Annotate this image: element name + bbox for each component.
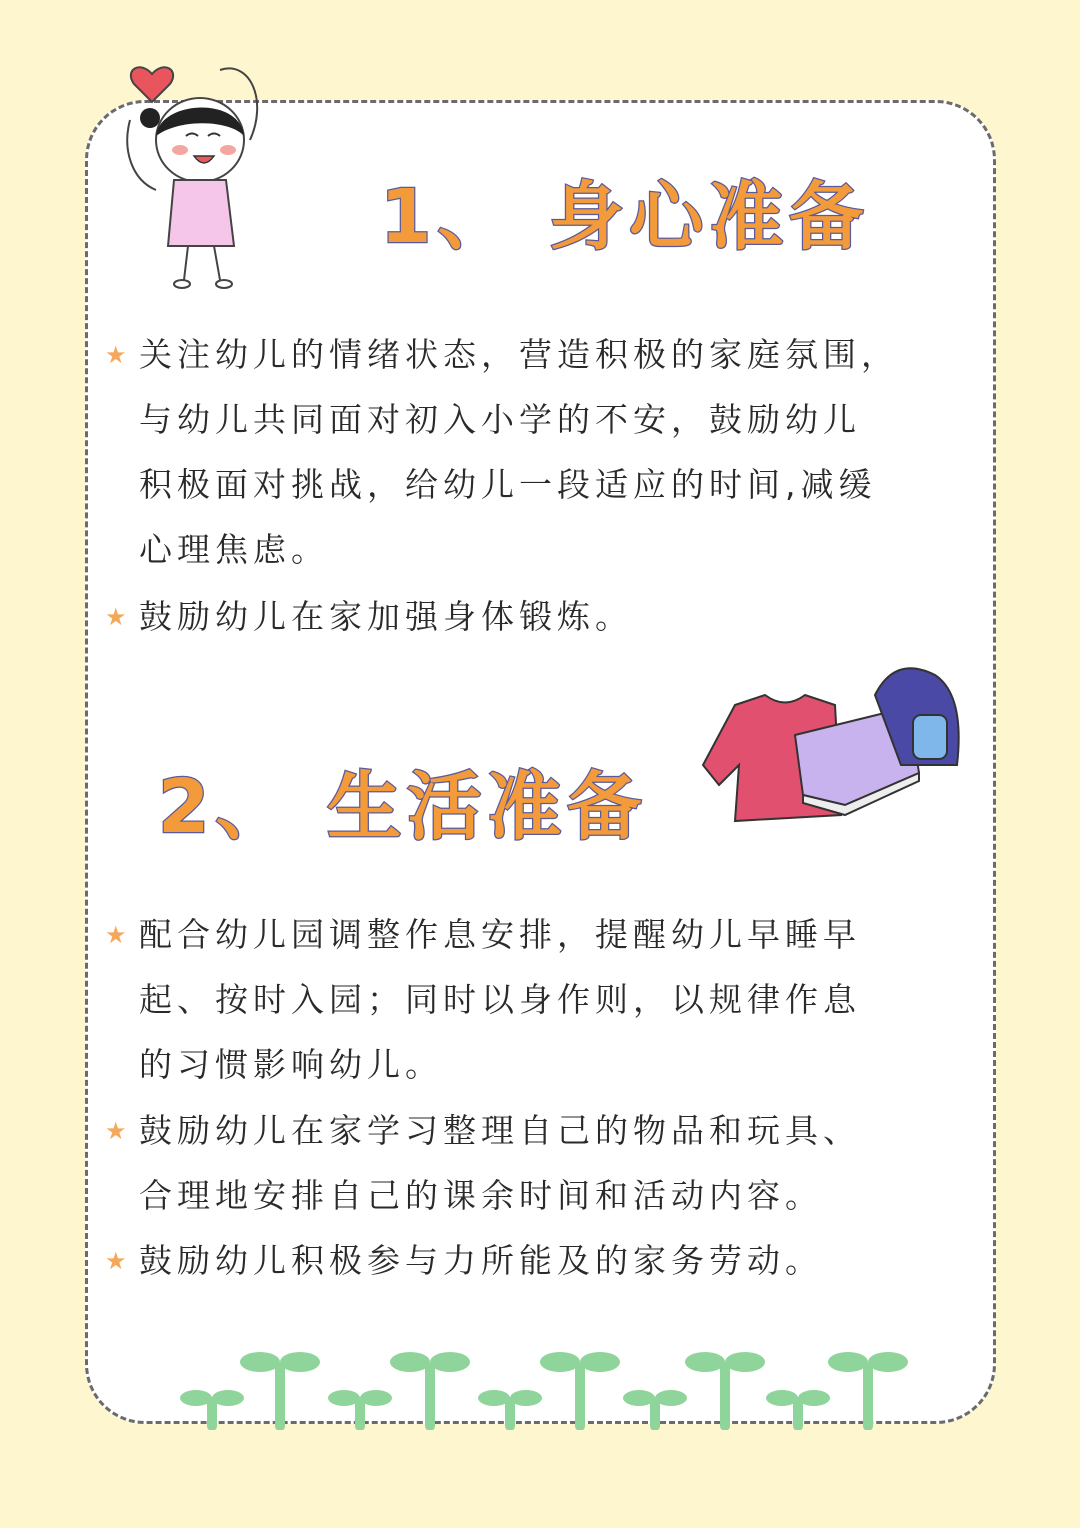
list-item-text: 关注幼儿的情绪状态，营造积极的家庭氛围， 与幼儿共同面对初入小学的不安，鼓励幼儿 积极面对挑战，给幼儿一段适应的时间,减缓 心理焦虑。	[139, 335, 899, 569]
star-icon: ★	[105, 603, 127, 631]
shirt-book-backpack-illustration	[695, 655, 985, 830]
girl-with-heart-illustration	[110, 40, 310, 300]
list-item	[105, 1098, 975, 1228]
star-icon: ★	[105, 341, 127, 369]
star-icon: ★	[105, 921, 127, 949]
list-item	[105, 322, 975, 582]
list-item-text: 配合幼儿园调整作息安排，提醒幼儿早睡早 起、按时入园；同时以身作则，以规律作息 的习惯影响幼儿。	[139, 915, 861, 1084]
section2-heading: 2、 生活准备	[158, 764, 648, 850]
list-item-text: 鼓励幼儿在家学习整理自己的物品和玩具、 合理地安排自己的课余时间和活动内容。	[139, 1111, 861, 1215]
heart-icon	[131, 67, 173, 102]
star-icon: ★	[105, 1117, 127, 1145]
list-item	[105, 584, 975, 650]
section1-heading: 1、 身心准备	[380, 174, 870, 260]
list-item-text: 鼓励幼儿积极参与力所能及的家务劳动。	[139, 1241, 823, 1280]
sprout-icons	[180, 1340, 910, 1430]
list-item	[105, 1228, 975, 1294]
list-item	[105, 902, 975, 1097]
star-icon: ★	[105, 1247, 127, 1275]
list-item-text: 鼓励幼儿在家加强身体锻炼。	[139, 597, 633, 636]
